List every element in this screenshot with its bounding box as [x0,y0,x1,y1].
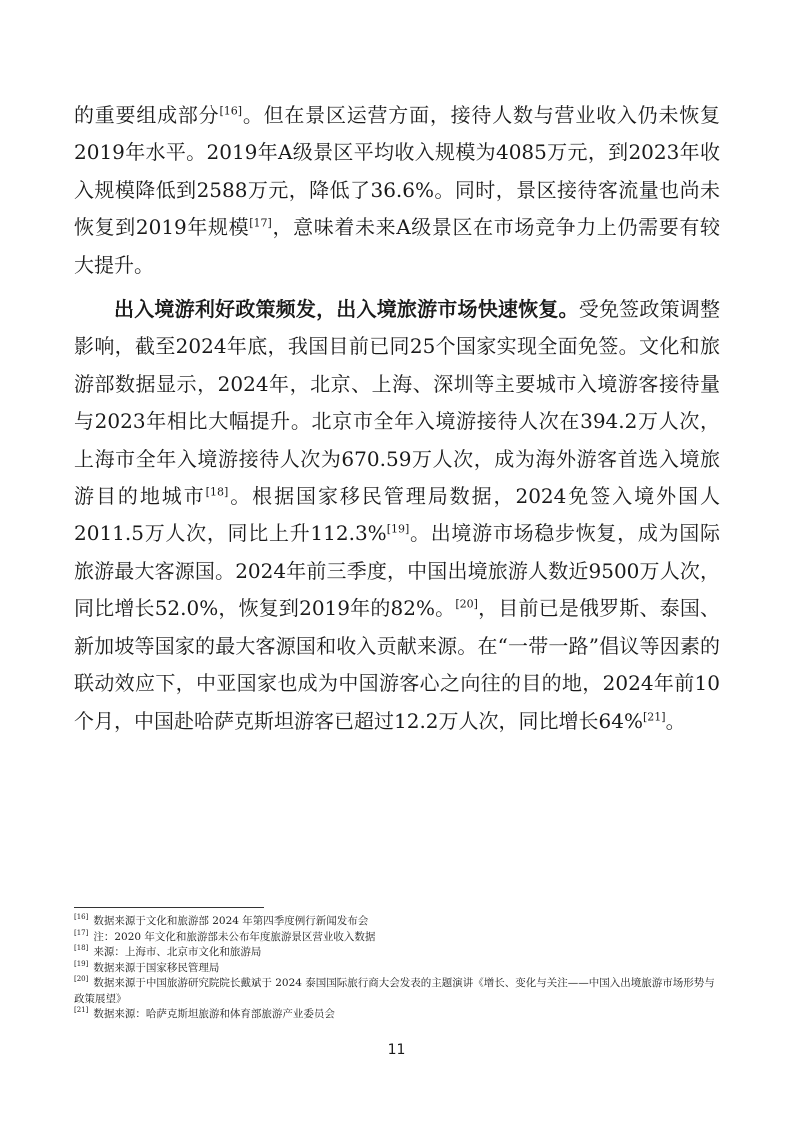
reference-18[interactable]: [18] [205,485,229,499]
reference-16[interactable]: [16] [219,104,243,118]
text-segment: 。出境游市场稳步恢复，成为国际旅游最大客源国。2024年前三季度，中国出境旅游人数近9500万人次，同比增长52.0%，恢复到2019年的82%。 [74,521,721,621]
text-segment: 的重要组成部分 [74,103,220,127]
footnote-16 [74,914,724,930]
text-segment: 。 [665,708,686,733]
footnote-18 [74,945,724,961]
footnote-divider [74,907,264,908]
paragraph-inbound-outbound [74,291,720,740]
footnote-20 [74,976,724,1007]
reference-17[interactable]: [17] [249,216,272,230]
footnote-mark: [20] [74,975,89,983]
footnote-21 [74,1007,724,1023]
footnote-text: 注：2020 年文化和旅游部未公布年度旅游景区营业收入数据 [93,930,376,943]
footnote-mark: [17] [74,928,89,937]
footnote-text: 数据来源：哈萨克斯坦旅游和体育部旅游产业委员会 [93,1008,335,1020]
page-number: 11 [387,1042,406,1058]
footnote-text: 数据来源于国家移民管理局 [93,961,220,974]
text-segment: ，目前已是俄罗斯、泰国、新加坡等国家的最大客源国和收入贡献来源。在“一带一路”倡议等因素的联动效应下，中亚国家也成为中国游客心之向往的目的地，2024年前10个月，中国赴哈萨克斯坦游客已超过12.2万人次，同比增长64% [74,596,721,733]
footnote-19 [74,961,724,977]
reference-19[interactable]: [19] [386,522,410,536]
body-text [74,97,720,740]
text-segment: 。但在景区运营方面，接待人数与营业收入仍未恢复2019年水平。2019年A级景区平均收入规模为4085万元，到2023年收入规模降低到2588万元，降低了36.6%。同时，景区接待客流量也尚未恢复到2019年规模 [74,103,721,240]
reference-21[interactable]: [21] [642,709,666,723]
reference-20[interactable]: [20] [455,597,478,611]
footnotes [74,914,724,1023]
footnote-17 [74,930,724,946]
footnote-mark: [16] [74,913,89,921]
paragraph-scenic-areas [74,97,720,284]
footnote-mark: [18] [74,944,89,952]
text-segment: 受免签政策调整影响，截至2024年底，我国目前已同25个国家实现全面免签。文化和旅游部数据显示，2024年，北京、上海、深圳等主要城市入境游客接待量与2023年相比大幅提升。北京市全年入境游接待人次在394.2万人次，上海市全年入境游接待人次为670.59万人次，成为海外游客首选入境旅游目的地城市 [74,297,721,509]
footnote-mark: [19] [74,959,89,968]
footnote-text: 数据来源于中国旅游研究院院长戴斌于 2024 泰国国际旅行商大会发表的主题演讲《增长、变化与关注——中国入出境旅游市场形势与政策展望》 [74,977,715,1005]
text-segment: ，意味着未来A级景区在市场竞争力上仍需要有较大提升。 [74,215,720,277]
footnote-mark: [21] [74,1006,89,1014]
text-segment: 。根据国家移民管理局数据，2024免签入境外国人2011.5万人次，同比上升112.3% [74,484,720,546]
footnote-text: 来源：上海市、北京市文化和旅游局 [93,946,262,958]
paragraph-lead-sentence: 出入境游利好政策频发，出入境旅游市场快速恢复。 [114,297,579,322]
footnote-text: 数据来源于文化和旅游部 2024 年第四季度例行新闻发布会 [93,915,369,927]
